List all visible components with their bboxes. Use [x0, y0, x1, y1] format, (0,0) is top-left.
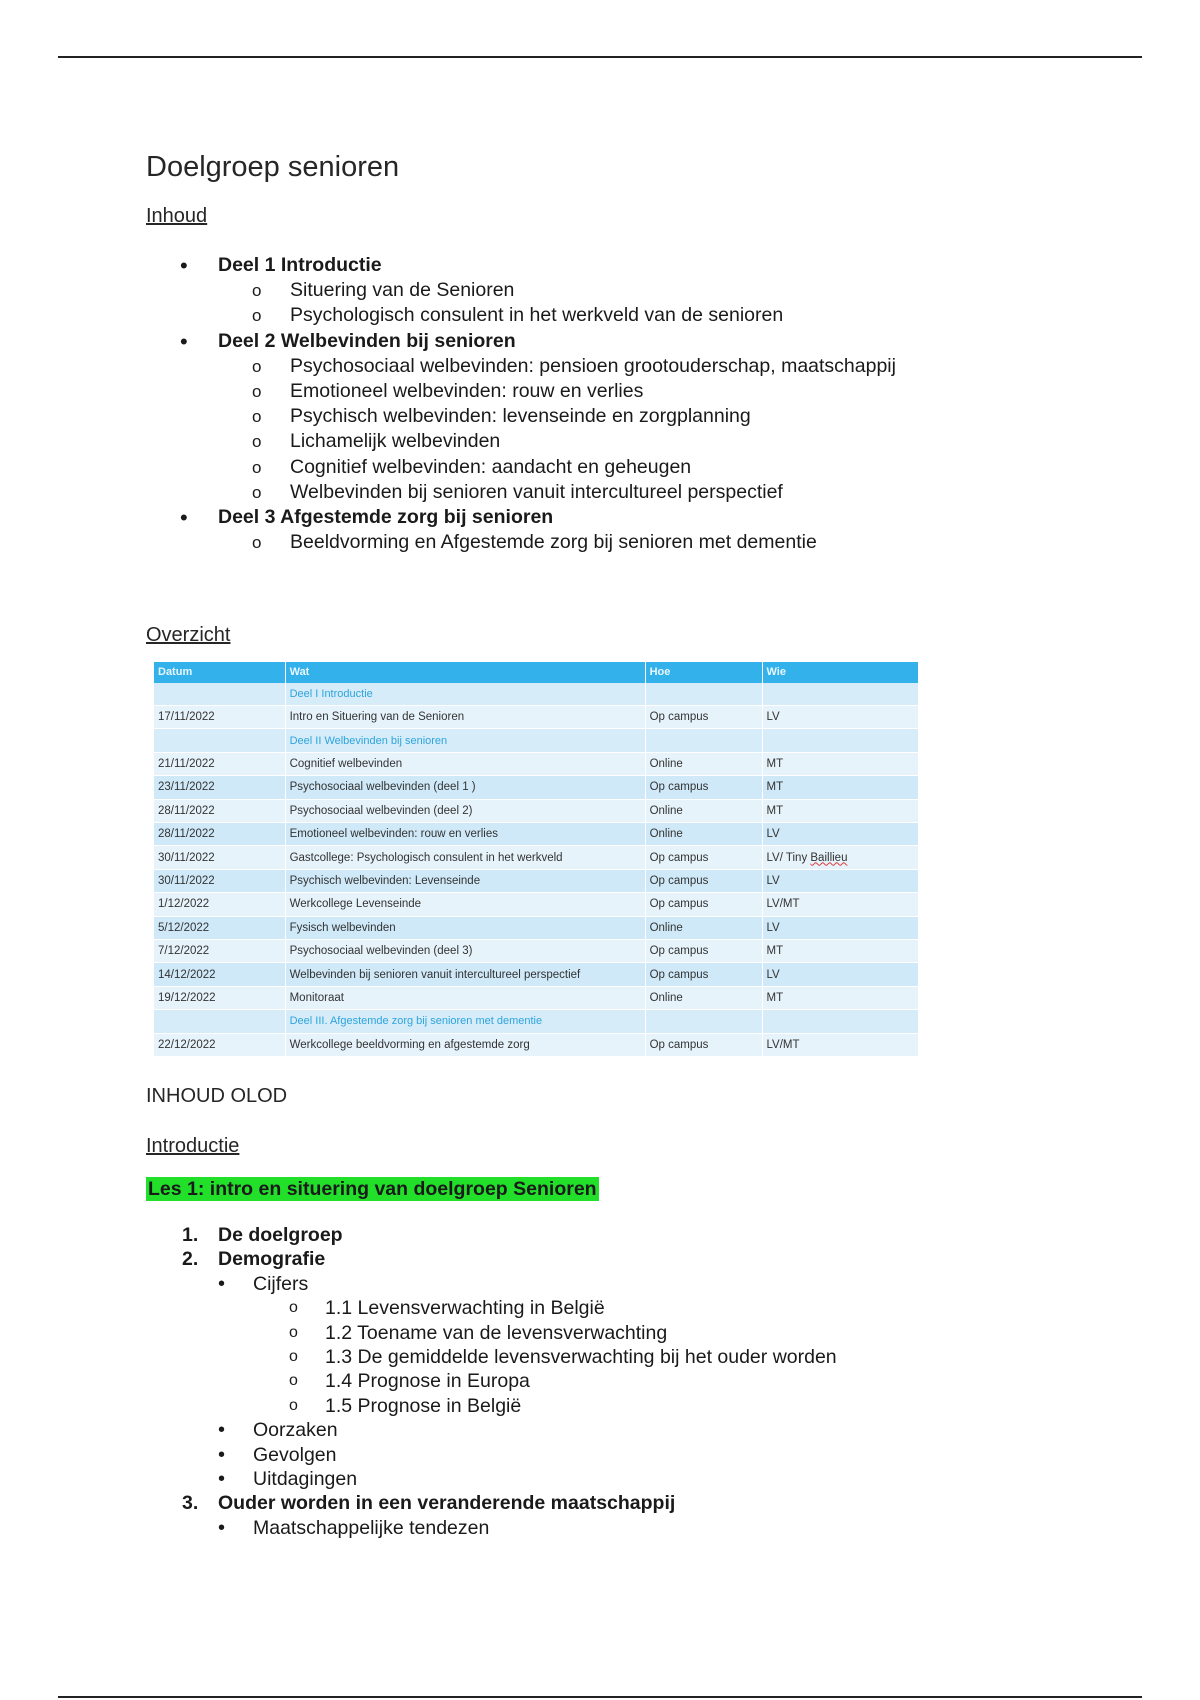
header-rule [58, 56, 1142, 58]
cell-how: Op campus [645, 939, 762, 962]
schedule-part-row [154, 1010, 919, 1033]
table-row [154, 893, 919, 916]
list-item: • Uitdagingen [218, 1467, 1106, 1491]
cell-what: Intro en Situering van de Senioren [285, 706, 645, 729]
toc-item: o Welbevinden bij senioren vanuit intercultureel perspectief [218, 480, 1106, 505]
list-item: • Gevolgen [218, 1443, 1106, 1467]
cell-who: MT [762, 799, 919, 822]
cell-date: 28/11/2022 [154, 799, 285, 822]
item-number: 1. [182, 1223, 199, 1246]
cell-what: Psychosociaal welbevinden (deel 1 ) [285, 776, 645, 799]
table-row [154, 939, 919, 962]
introduction-heading: Introductie [146, 1134, 240, 1157]
list-item [146, 1247, 1106, 1491]
cell-date: 22/12/2022 [154, 1033, 285, 1056]
cell-date: 14/12/2022 [154, 963, 285, 986]
toc-part-1 [146, 253, 1106, 329]
lesson-item-label: De doelgroep [218, 1223, 343, 1246]
list-item: o 1.1 Levensverwachting in België [253, 1296, 1106, 1320]
cell-what: Psychosociaal welbevinden (deel 3) [285, 939, 645, 962]
sub-item-label: Cijfers [253, 1272, 309, 1295]
cell-date: 7/12/2022 [154, 939, 285, 962]
cell-date: 28/11/2022 [154, 823, 285, 846]
column-header-wie: Wie [762, 662, 919, 683]
toc-item: o Cognitief welbevinden: aandacht en geheugen [218, 455, 1106, 480]
cell-how: Online [645, 986, 762, 1009]
table-row [154, 963, 919, 986]
page-title: Doelgroep senioren [146, 151, 400, 183]
schedule-part-label: Deel II Welbevinden bij senioren [285, 729, 645, 752]
toc-item: o Emotioneel welbevinden: rouw en verlies [218, 379, 1106, 404]
cell-how: Op campus [645, 963, 762, 986]
cell-how: Op campus [645, 776, 762, 799]
olod-heading: INHOUD OLOD [146, 1084, 288, 1107]
cell-what: Werkcollege Levenseinde [285, 893, 645, 916]
table-row [154, 799, 919, 822]
cell-how: Online [645, 752, 762, 775]
cell-how: Online [645, 799, 762, 822]
list-item [218, 1272, 1106, 1418]
cell-date: 19/12/2022 [154, 986, 285, 1009]
cell-date: 23/11/2022 [154, 776, 285, 799]
document-body [146, 145, 1106, 1540]
cell-who: MT [762, 752, 919, 775]
cell-who: LV [762, 963, 919, 986]
toc-item: o Psychisch welbevinden: levenseinde en zorgplanning [218, 404, 1106, 429]
table-of-contents [146, 253, 1106, 556]
item-number: 2. [182, 1248, 199, 1271]
schedule-table [154, 662, 919, 1057]
cell-how: Op campus [645, 893, 762, 916]
cell-what: Fysisch welbevinden [285, 916, 645, 939]
toc-item: o Psychologisch consulent in het werkveld van de senioren [218, 303, 1106, 328]
table-row [154, 986, 919, 1009]
cell-who: MT [762, 776, 919, 799]
cell-how: Op campus [645, 1033, 762, 1056]
schedule-part-label: Deel I Introductie [285, 683, 645, 706]
cell-who: MT [762, 939, 919, 962]
cell-who: LV [762, 823, 919, 846]
cell-date: 17/11/2022 [154, 706, 285, 729]
lesson-item-label: Ouder worden in een veranderende maatschappij [218, 1492, 676, 1515]
list-item [146, 1491, 1106, 1540]
cell-what: Gastcollege: Psychologisch consulent in het werkveld [285, 846, 645, 869]
toc-part-label: Deel 2 Welbevinden bij senioren [218, 329, 516, 352]
lesson-outline [146, 1223, 1106, 1540]
cell-who: LV [762, 706, 919, 729]
toc-item: o Lichamelijk welbevinden [218, 429, 1106, 454]
table-row [154, 776, 919, 799]
toc-part-2 [146, 329, 1106, 506]
column-header-hoe: Hoe [645, 662, 762, 683]
cell-what: Monitoraat [285, 986, 645, 1009]
table-row [154, 752, 919, 775]
toc-item: o Beeldvorming en Afgestemde zorg bij senioren met dementie [218, 530, 1106, 555]
toc-heading: Inhoud [146, 205, 208, 227]
footer-rule [58, 1696, 1142, 1698]
cell-what: Welbevinden bij senioren vanuit intercultureel perspectief [285, 963, 645, 986]
item-number: 3. [182, 1492, 199, 1515]
list-item: o 1.5 Prognose in België [253, 1394, 1106, 1418]
schedule-part-row [154, 683, 919, 706]
list-item: o 1.2 Toename van de levensverwachting [253, 1321, 1106, 1345]
lesson-item-label: Demografie [218, 1248, 326, 1271]
cell-how: Op campus [645, 846, 762, 869]
cell-what: Cognitief welbevinden [285, 752, 645, 775]
table-row [154, 916, 919, 939]
list-item: • Oorzaken [218, 1418, 1106, 1442]
cell-date: 5/12/2022 [154, 916, 285, 939]
cell-what: Psychisch welbevinden: Levenseinde [285, 869, 645, 892]
cell-who: LV/MT [762, 893, 919, 916]
cell-date: 30/11/2022 [154, 846, 285, 869]
schedule-part-label: Deel III. Afgestemde zorg bij senioren met dementie [285, 1010, 645, 1033]
table-row [154, 846, 919, 869]
list-item: • Maatschappelijke tendezen [218, 1516, 1106, 1540]
toc-part-3 [146, 505, 1106, 555]
list-item: o 1.4 Prognose in Europa [253, 1369, 1106, 1393]
column-header-wat: Wat [285, 662, 645, 683]
cell-who: MT [762, 986, 919, 1009]
cell-what: Werkcollege beeldvorming en afgestemde zorg [285, 1033, 645, 1056]
list-item [146, 1223, 1106, 1247]
column-header-datum: Datum [154, 662, 285, 683]
toc-item: o Situering van de Senioren [218, 278, 1106, 303]
table-row [154, 869, 919, 892]
cell-who: LV/MT [762, 1033, 919, 1056]
cell-how: Online [645, 823, 762, 846]
schedule-part-row [154, 729, 919, 752]
cell-date: 30/11/2022 [154, 869, 285, 892]
cell-who: LV [762, 869, 919, 892]
cell-date: 21/11/2022 [154, 752, 285, 775]
lesson-heading-line [146, 1175, 1106, 1205]
cell-what: Psychosociaal welbevinden (deel 2) [285, 799, 645, 822]
toc-part-label: Deel 3 Afgestemde zorg bij senioren [218, 506, 554, 529]
cell-how: Op campus [645, 706, 762, 729]
cell-who: LV [762, 916, 919, 939]
table-row [154, 706, 919, 729]
table-row [154, 1033, 919, 1056]
list-item: o 1.3 De gemiddelde levensverwachting bij het ouder worden [253, 1345, 1106, 1369]
spellcheck-word: Baillieu [810, 851, 848, 864]
cell-who: LV/ Tiny Baillieu [762, 846, 919, 869]
cell-how: Op campus [645, 869, 762, 892]
schedule-header-row [154, 662, 919, 683]
lesson-heading: Les 1: intro en situering van doelgroep Senioren [148, 1177, 597, 1200]
overview-heading: Overzicht [146, 623, 231, 646]
cell-date: 1/12/2022 [154, 893, 285, 916]
cell-what: Emotioneel welbevinden: rouw en verlies [285, 823, 645, 846]
toc-part-label: Deel 1 Introductie [218, 254, 382, 276]
cell-how: Online [645, 916, 762, 939]
table-row [154, 823, 919, 846]
toc-item: o Psychosociaal welbevinden: pensioen grootouderschap, maatschappij [218, 354, 1106, 379]
